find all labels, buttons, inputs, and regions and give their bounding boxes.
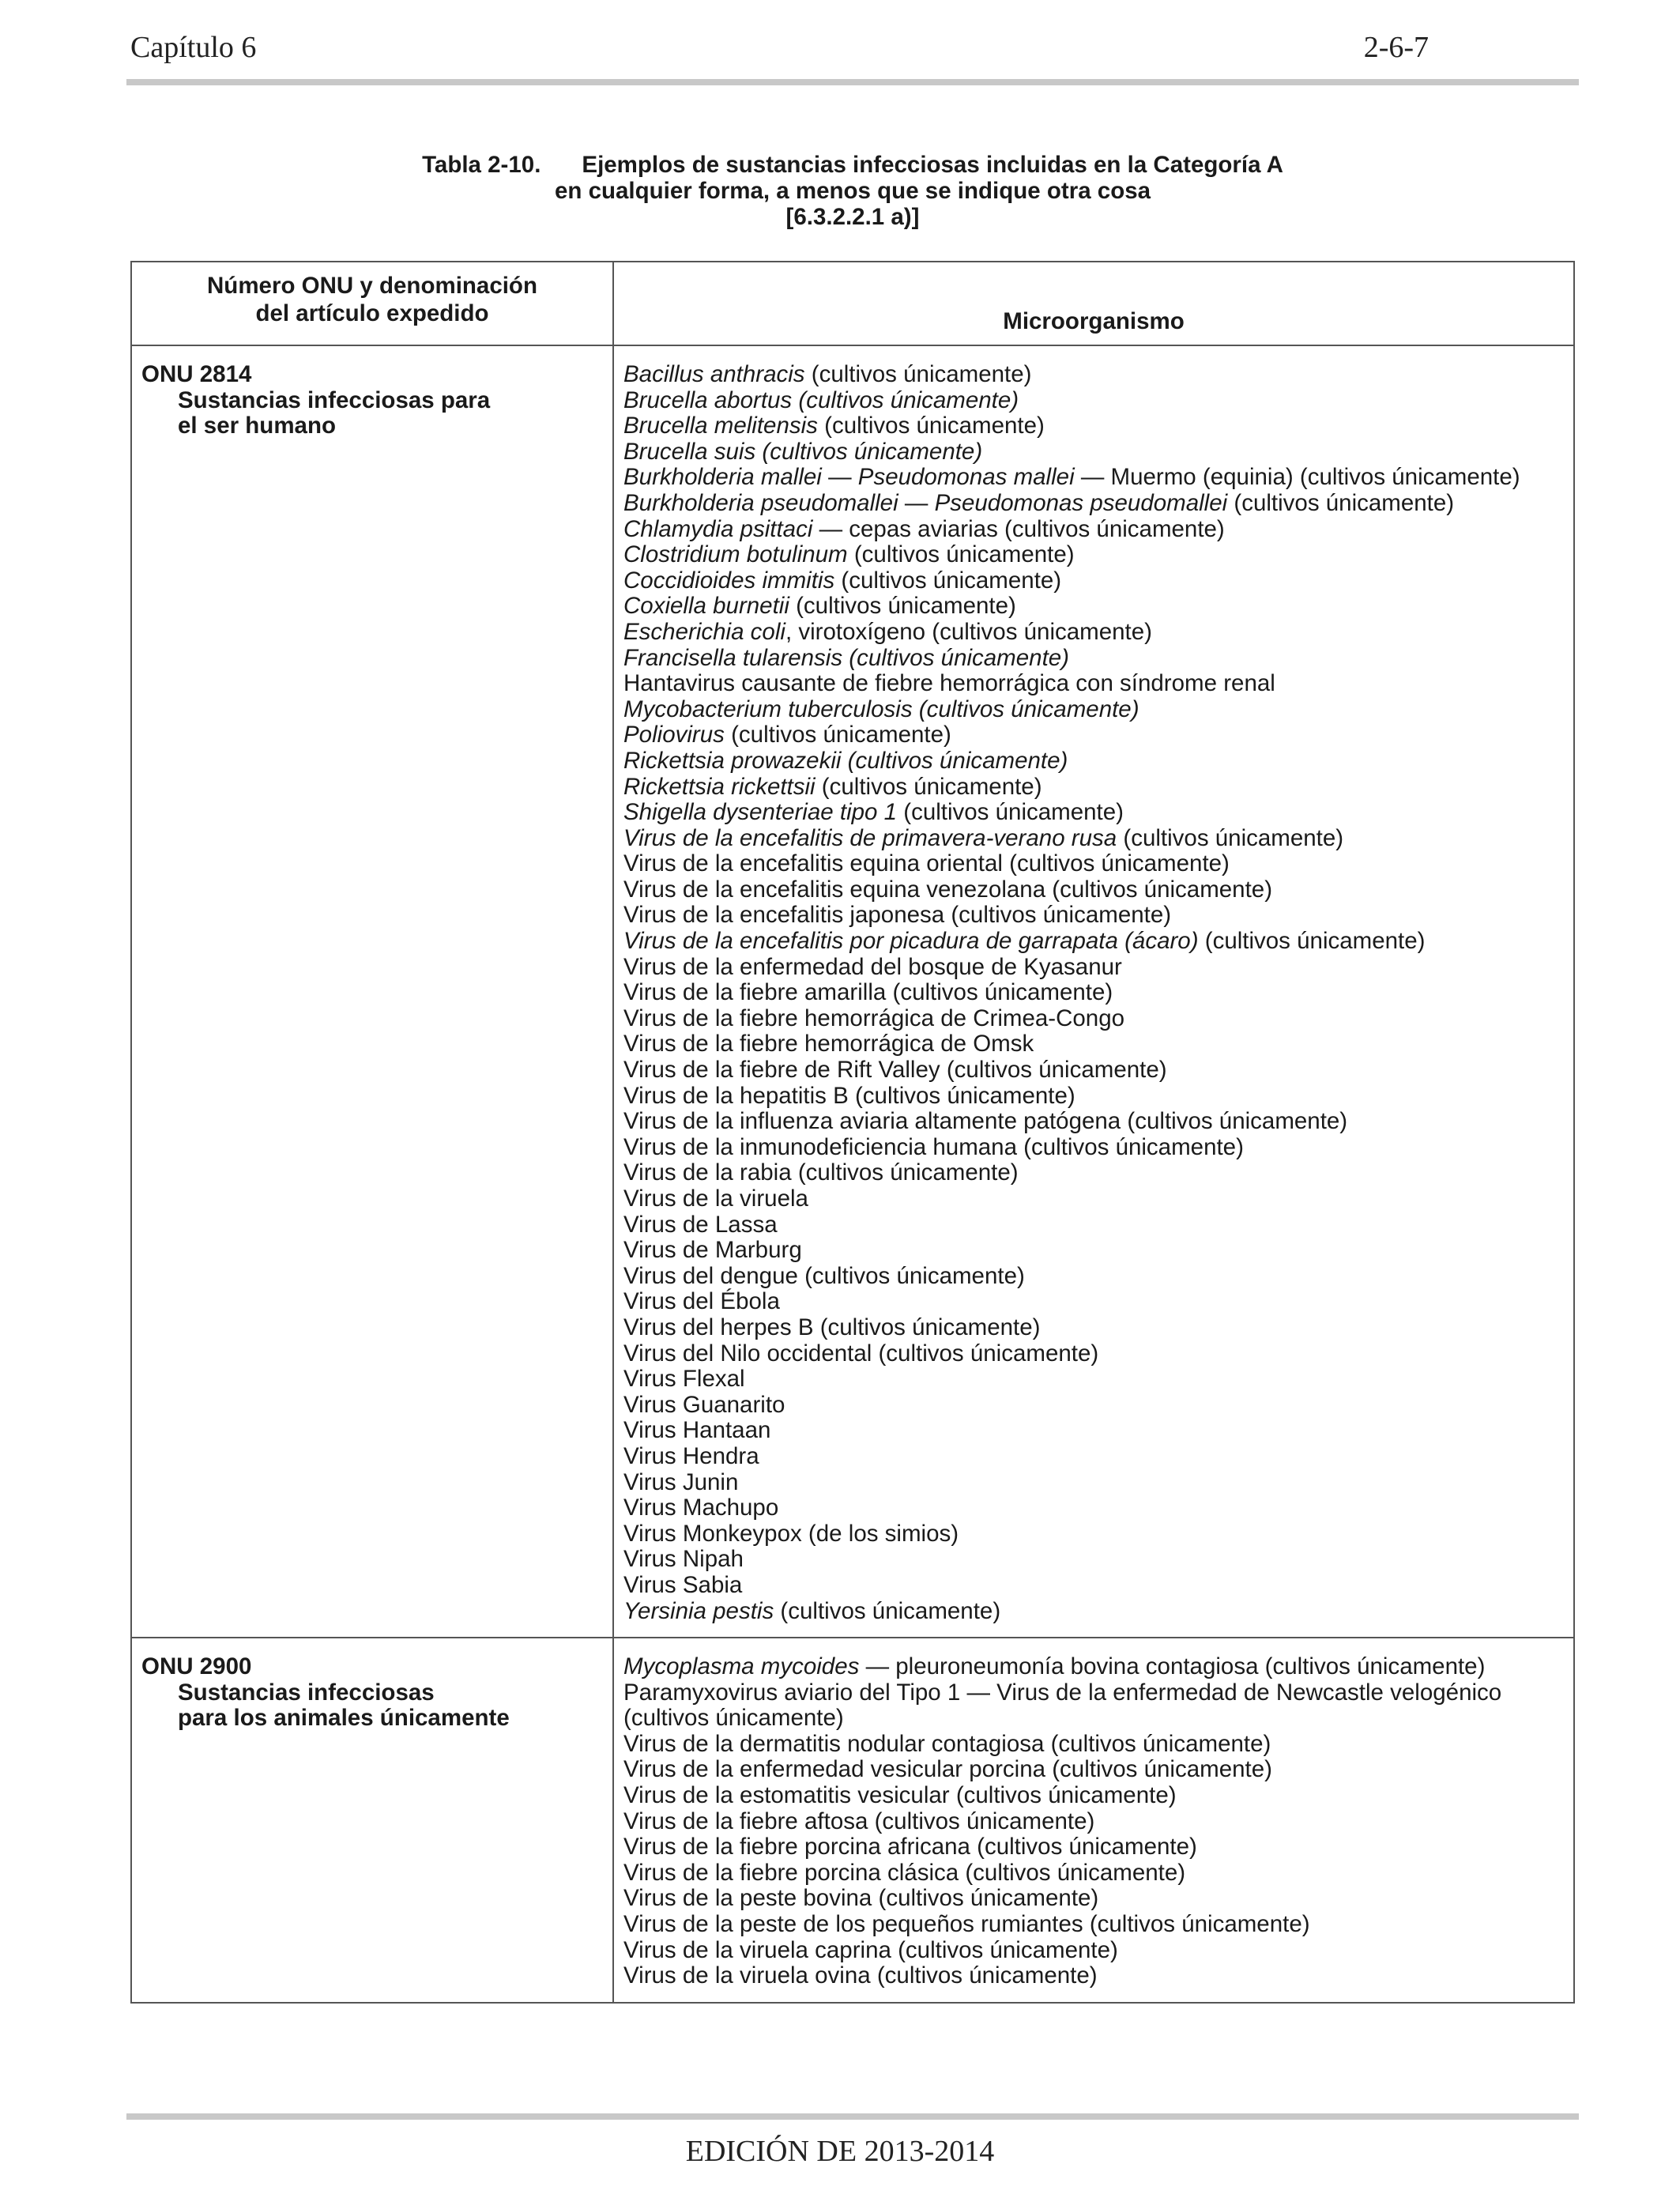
microorganism-text: Virus de la encefalitis por picadura de garrapata (ácaro): [623, 928, 1199, 955]
microorganism-entry: [623, 1031, 1573, 1057]
microorganism-entry: [623, 1393, 1573, 1419]
un-number: ONU 2900: [141, 1653, 252, 1680]
microorganism-text: Hantavirus causante de fiebre hemorrágica con síndrome renal: [623, 670, 1275, 697]
microorganism-text: Virus Guanarito: [623, 1391, 785, 1418]
microorganism-text: Bacillus anthracis: [623, 361, 805, 387]
microorganism-text: Virus de la fiebre amarilla (cultivos únicamente): [623, 979, 1113, 1006]
microorganism-entry: [623, 671, 1573, 697]
microorganism-entry: [623, 542, 1573, 568]
column-header-un-number: [131, 262, 613, 345]
microorganism-entry: [623, 826, 1573, 852]
microorganism-entry: [623, 1367, 1573, 1393]
microorganism-text: Virus de la inmunodeficiencia humana (cultivos únicamente): [623, 1133, 1244, 1160]
microorganism-entry: [623, 1809, 1573, 1835]
microorganism-text: Virus de Lassa: [623, 1211, 778, 1238]
microorganism-entry: [623, 1186, 1573, 1212]
microorganism-entry: [623, 1834, 1573, 1860]
microorganism-entry: [623, 1135, 1573, 1161]
microorganism-entry: [623, 1264, 1573, 1290]
microorganism-text: Virus del herpes B (cultivos únicamente): [623, 1314, 1041, 1340]
microorganism-text: Virus de la encefalitis equina venezolana (cultivos únicamente): [623, 876, 1273, 903]
microorganism-entry: [623, 517, 1573, 543]
microorganism-text: Coccidioides immitis: [623, 567, 835, 594]
shipping-name-line-2: el ser humano: [178, 413, 337, 439]
microorganism-text: Virus de la enfermedad del bosque de Kyasanur: [623, 953, 1122, 980]
microorganism-entry: [623, 955, 1573, 981]
microorganism-text: Poliovirus: [623, 722, 725, 748]
microorganism-text: Virus Machupo: [623, 1495, 779, 1521]
microorganism-text: (cultivos únicamente): [789, 593, 1016, 620]
microorganism-entry: [623, 722, 1573, 748]
microorganism-text: Brucella suis (cultivos únicamente): [623, 438, 983, 465]
microorganism-entry: [623, 465, 1573, 491]
microorganism-entry: [623, 1783, 1573, 1809]
microorganism-text: Virus de la peste bovina (cultivos únicamente): [623, 1885, 1099, 1912]
microorganism-entry: [623, 1680, 1573, 1706]
microorganism-text: Virus Hantaan: [623, 1417, 771, 1444]
microorganism-text: (cultivos únicamente): [623, 1705, 844, 1732]
microorganism-text: (cultivos únicamente): [847, 541, 1075, 568]
microorganism-text: —: [821, 464, 858, 491]
microorganism-text: Paramyxovirus aviario del Tipo 1 — Virus de la enfermedad de Newcastle velogénico: [623, 1679, 1502, 1706]
microorganism-text: (cultivos únicamente): [1117, 824, 1344, 851]
microorganism-text: , virotoxígeno (cultivos únicamente): [785, 618, 1152, 645]
microorganism-text: Virus Nipah: [623, 1546, 744, 1573]
caption-line-2: en cualquier forma, a menos que se indique otra cosa: [554, 178, 1151, 204]
microorganism-text: — pleuroneumonía bovina contagiosa (cultivos únicamente): [859, 1653, 1486, 1680]
microorganism-text: Virus de la viruela: [623, 1186, 808, 1212]
shipping-name-line-1: Sustancias infecciosas para: [178, 386, 491, 413]
caption-line-3: [6.3.2.2.1 a)]: [785, 204, 920, 230]
microorganism-text: Virus Monkeypox (de los simios): [623, 1520, 959, 1547]
microorganism-text: Virus de la influenza aviaria altamente patógena (cultivos únicamente): [623, 1108, 1348, 1135]
microorganism-entry: [623, 1573, 1573, 1599]
microorganism-text: Rickettsia prowazekii (cultivos únicamente): [623, 747, 1068, 774]
microorganism-text: (cultivos únicamente): [815, 773, 1042, 800]
microorganism-entry: [623, 568, 1573, 594]
microorganism-entry: [623, 1315, 1573, 1341]
edition-footer: EDICIÓN DE 2013-2014: [685, 2135, 995, 2168]
microorganism-entry: [623, 1212, 1573, 1238]
microorganism-entry: [623, 1599, 1573, 1625]
microorganism-entry: [623, 1521, 1573, 1547]
microorganism-entry: [623, 1006, 1573, 1032]
microorganism-text: Virus de la fiebre de Rift Valley (cultivos únicamente): [623, 1057, 1167, 1084]
microorganism-entry: [623, 439, 1573, 466]
microorganism-text: Virus del Nilo occidental (cultivos únicamente): [623, 1340, 1099, 1367]
running-header-page-number: 2-6-7: [1363, 31, 1429, 64]
microorganism-entry: [623, 1732, 1573, 1758]
microorganism-text: — Muermo (equinia) (cultivos únicamente): [1074, 464, 1520, 491]
microorganism-text: Virus Junin: [623, 1468, 739, 1495]
microorganism-entry: [623, 491, 1573, 517]
microorganism-entry: [623, 1706, 1573, 1732]
microorganism-entry: [623, 1886, 1573, 1912]
microorganism-entry: [623, 1160, 1573, 1186]
microorganism-text: Mycoplasma mycoides: [623, 1653, 860, 1680]
column-header-un-number-line-1: Número ONU y denominación: [207, 273, 537, 299]
microorganism-text: Clostridium botulinum: [623, 541, 848, 568]
caption-line-1: [126, 152, 1579, 178]
microorganism-entry: [623, 929, 1573, 955]
microorganism-text: Virus de la fiebre aftosa (cultivos únicamente): [623, 1808, 1095, 1834]
microorganism-text: Yersinia pestis: [623, 1597, 774, 1624]
microorganism-entry: [623, 388, 1573, 414]
microorganism-text: —: [898, 489, 935, 516]
substances-table: [130, 261, 1575, 2004]
microorganism-entry: [623, 1495, 1573, 1521]
microorganism-text: Virus de la fiebre hemorrágica de Crimea-Congo: [623, 1005, 1125, 1031]
microorganism-entry: [623, 697, 1573, 723]
microorganism-entry: [623, 1963, 1573, 1989]
microorganism-entry: [623, 1084, 1573, 1110]
un-designation-cell: [131, 1638, 613, 2003]
microorganism-text: Virus Sabia: [623, 1571, 743, 1598]
caption-title: Ejemplos de sustancias infecciosas incluidas en la Categoría A: [582, 152, 1283, 178]
microorganism-text: Virus de la encefalitis de primavera-verano rusa: [623, 824, 1117, 851]
microorganism-entry: [623, 1341, 1573, 1367]
column-header-un-number-line-2: del artículo expedido: [255, 300, 489, 326]
column-header-microorganism: Microorganismo: [613, 262, 1574, 345]
microorganism-entry: [623, 1470, 1573, 1496]
microorganism-text: Burkholderia pseudomallei: [623, 489, 898, 516]
microorganism-text: Virus del Ébola: [623, 1288, 780, 1315]
microorganism-text: Virus de la encefalitis japonesa (cultivos únicamente): [623, 902, 1172, 929]
microorganism-text: (cultivos únicamente): [897, 799, 1124, 826]
microorganism-text: (cultivos únicamente): [1227, 489, 1455, 516]
footer-rule: [126, 2113, 1579, 2120]
microorganism-entry: [623, 1238, 1573, 1264]
microorganism-text: Virus de la encefalitis equina oriental (cultivos únicamente): [623, 850, 1230, 877]
microorganism-text: Virus de la estomatitis vesicular (cultivos únicamente): [623, 1782, 1177, 1809]
microorganism-list: [613, 345, 1574, 1638]
microorganism-entry: [623, 646, 1573, 672]
microorganism-text: Virus de la viruela ovina (cultivos únicamente): [623, 1962, 1098, 1989]
microorganism-text: Burkholderia mallei: [623, 464, 822, 491]
microorganism-text: Virus de la viruela caprina (cultivos únicamente): [623, 1936, 1118, 1963]
microorganism-entry: [623, 1418, 1573, 1444]
table-caption: [126, 152, 1579, 230]
microorganism-entry: [623, 800, 1573, 826]
microorganism-entry: [623, 594, 1573, 620]
microorganism-entry: [623, 775, 1573, 801]
microorganism-entry: [623, 620, 1573, 646]
un-designation-cell: [131, 345, 613, 1638]
microorganism-entry: [623, 1757, 1573, 1783]
microorganism-entry: [623, 362, 1573, 388]
microorganism-text: Virus de la enfermedad vesicular porcina (cultivos únicamente): [623, 1756, 1272, 1783]
microorganism-text: Virus del dengue (cultivos únicamente): [623, 1262, 1025, 1289]
microorganism-text: (cultivos únicamente): [804, 361, 1032, 387]
table-header-row: [131, 262, 1574, 345]
un-number: ONU 2814: [141, 361, 252, 387]
microorganism-text: (cultivos únicamente): [817, 413, 1045, 439]
microorganism-text: Pseudomonas mallei: [857, 464, 1075, 491]
microorganism-text: Rickettsia rickettsii: [623, 773, 816, 800]
header-rule: [126, 79, 1579, 85]
microorganism-text: Francisella tularensis (cultivos únicamente): [623, 644, 1070, 671]
microorganism-text: (cultivos únicamente): [834, 567, 1062, 594]
microorganism-text: Virus de la dermatitis nodular contagiosa (cultivos únicamente): [623, 1730, 1271, 1757]
microorganism-entry: [623, 1547, 1573, 1573]
microorganism-entry: [623, 1938, 1573, 1964]
caption-label: Tabla 2-10.: [422, 152, 541, 178]
running-header-chapter: Capítulo 6: [130, 31, 257, 64]
microorganism-list: [613, 1638, 1574, 2003]
microorganism-entry: [623, 877, 1573, 903]
shipping-name-line-1: Sustancias infecciosas: [178, 1679, 435, 1706]
microorganism-text: Chlamydia psittaci: [623, 515, 813, 542]
microorganism-text: Virus de la fiebre hemorrágica de Omsk: [623, 1031, 1034, 1057]
shipping-name-line-2: para los animales únicamente: [178, 1705, 510, 1732]
microorganism-entry: [623, 1860, 1573, 1887]
table-row: [131, 345, 1574, 1638]
microorganism-text: Mycobacterium tuberculosis (cultivos únicamente): [623, 696, 1139, 722]
microorganism-text: (cultivos únicamente): [774, 1597, 1001, 1624]
microorganism-text: Escherichia coli: [623, 618, 785, 645]
microorganism-entry: [623, 1654, 1573, 1680]
microorganism-text: Pseudomonas pseudomallei: [934, 489, 1228, 516]
microorganism-text: Virus de Marburg: [623, 1237, 802, 1264]
microorganism-text: Virus Flexal: [623, 1366, 745, 1393]
microorganism-text: Virus Hendra: [623, 1442, 759, 1469]
microorganism-entry: [623, 851, 1573, 877]
microorganism-entry: [623, 1912, 1573, 1938]
microorganism-text: (cultivos únicamente): [1198, 928, 1426, 955]
microorganism-text: Virus de la fiebre porcina clásica (cultivos únicamente): [623, 1859, 1186, 1886]
microorganism-entry: [623, 980, 1573, 1006]
microorganism-entry: [623, 1289, 1573, 1315]
table-row: [131, 1638, 1574, 2003]
microorganism-entry: [623, 413, 1573, 439]
microorganism-entry: [623, 1109, 1573, 1135]
microorganism-text: Brucella abortus (cultivos únicamente): [623, 386, 1019, 413]
microorganism-entry: [623, 748, 1573, 775]
microorganism-text: Coxiella burnetii: [623, 593, 789, 620]
microorganism-text: Shigella dysenteriae tipo 1: [623, 799, 898, 826]
microorganism-text: Virus de la peste de los pequeños rumiantes (cultivos únicamente): [623, 1911, 1310, 1938]
microorganism-entry: [623, 1057, 1573, 1084]
microorganism-text: Brucella melitensis: [623, 413, 818, 439]
microorganism-text: Virus de la fiebre porcina africana (cultivos únicamente): [623, 1834, 1197, 1860]
microorganism-text: — cepas aviarias (cultivos únicamente): [812, 515, 1225, 542]
microorganism-entry: [623, 903, 1573, 929]
microorganism-text: Virus de la rabia (cultivos únicamente): [623, 1159, 1019, 1186]
microorganism-entry: [623, 1444, 1573, 1470]
microorganism-text: (cultivos únicamente): [724, 722, 951, 748]
microorganism-text: Virus de la hepatitis B (cultivos únicamente): [623, 1082, 1075, 1109]
